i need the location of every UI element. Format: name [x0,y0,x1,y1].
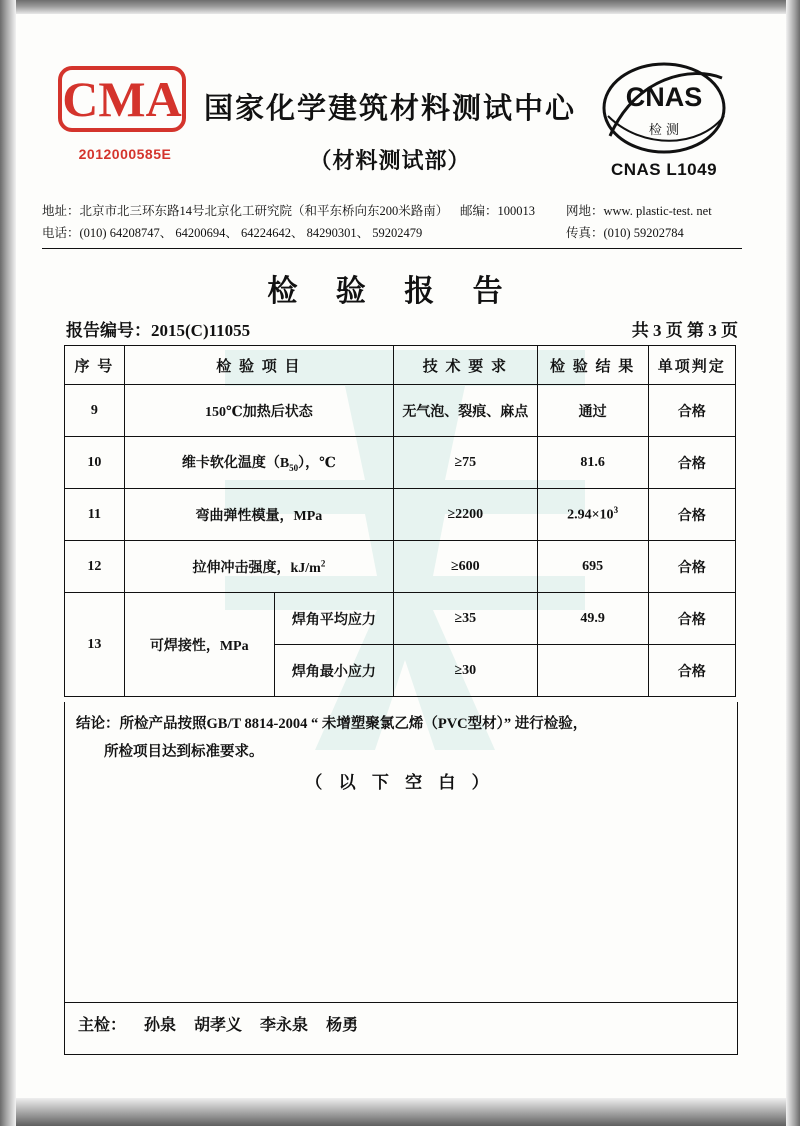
signer-name: 李永泉 [260,1017,309,1034]
row-requirement: ≥2200 [394,489,538,541]
row-judgement: 合格 [648,541,735,593]
row-sub-item: 焊角平均应力 [274,593,393,645]
row-judgement: 合格 [648,437,735,489]
organization-title: 国家化学建筑材料测试中心 [203,91,576,125]
table-header-row [65,346,736,385]
signer-name: 杨勇 [326,1017,359,1034]
table-row [65,437,736,489]
row-no: 12 [65,541,125,593]
row-item [124,437,393,489]
header-divider [42,248,742,249]
signature-label: 主检： [78,1017,127,1034]
row-item: 150℃加热后状态 [124,385,393,437]
row-result: 49.9 [537,593,648,645]
page-edge-right [786,0,800,1126]
column-header-result: 检 验 结 果 [537,346,648,385]
row-item-main: 维卡软化温度（B [181,456,290,472]
row-result [537,489,648,541]
row-requirement: ≥600 [394,541,538,593]
row-result: 81.6 [537,437,648,489]
conclusion-line-1: 结论：所检产品按照GB/T 8814-2004 “ 未增塑聚氯乙烯（PVC型材）” 进行检验， [76,716,588,732]
row-result: 通过 [537,385,648,437]
column-header-judgement: 单项判定 [648,346,735,385]
page-title: 检 验 报 告 [267,274,517,309]
row-judgement: 合格 [648,385,735,437]
cma-logo-icon [58,66,186,132]
row-requirement: 无气泡、裂痕、麻点 [394,385,538,437]
row-no: 9 [65,385,125,437]
contact-fax: 传真：(010) 59202784 [566,226,684,240]
svg-text:检 测: 检 测 [648,123,680,138]
contact-phone: 电话：(010) 64208747、 64200694、 64224642、 84290301、 59202479 [42,226,423,240]
row-requirement: ≥35 [394,593,538,645]
row-requirement: ≥75 [394,437,538,489]
page-edge-top [0,0,800,14]
contact-website: 网地：www. plastic-test. net [566,204,712,218]
row-requirement: ≥30 [394,645,538,697]
inspection-results-table [64,345,736,697]
table-row [65,541,736,593]
contact-postcode: 邮编：100013 [460,204,536,218]
conclusion-line-2: 所检项目达到标准要求。 [104,744,264,760]
row-judgement: 合格 [648,645,735,697]
row-sub-item: 焊角最小应力 [274,645,393,697]
cnas-logo-icon [596,58,732,158]
page-number: 共 3 页 第 3 页 [631,321,738,340]
row-no: 10 [65,437,125,489]
row-item-tail: ），℃ [298,456,336,472]
row-item-subscript: 50 [289,462,299,473]
row-judgement: 合格 [648,489,735,541]
row-item-main: 拉伸冲击强度，kJ/m [192,560,321,576]
table-row [65,489,736,541]
row-item-superscript: 2 [320,557,326,568]
svg-text:CNAS: CNAS [625,82,703,112]
cnas-accreditation-number: CNAS L1049 [610,160,718,179]
row-result-superscript: 3 [613,505,619,516]
svg-text:CMA: CMA [62,71,182,127]
organization-subtitle: （材料测试部） [309,148,471,174]
row-no: 11 [65,489,125,541]
signer-name: 孙泉 [144,1017,177,1034]
column-header-item: 检 验 项 目 [124,346,393,385]
contact-address: 地址：北京市北三环东路14号北京化工研究院（和平东桥向东200米路南） [42,204,449,218]
page-edge-bottom [0,1098,800,1126]
row-item: 弯曲弹性模量，MPa [124,489,393,541]
report-number: 报告编号：2015(C)11055 [66,321,251,340]
row-item: 可焊接性，MPa [124,593,274,697]
row-result [537,645,648,697]
row-item [124,541,393,593]
table-row [65,385,736,437]
row-result-main: 2.94×10 [567,507,614,523]
cma-certificate-number: 2012000585E [78,146,172,162]
row-result: 695 [537,541,648,593]
signer-name: 胡孝义 [194,1017,243,1034]
table-row [65,593,736,645]
row-no: 13 [65,593,125,697]
column-header-requirement: 技 术 要 求 [394,346,538,385]
signature-line [78,1012,358,1035]
blank-below-note: （ 以 下 空 白 ） [305,773,495,792]
row-judgement: 合格 [648,593,735,645]
page-edge-left [0,0,16,1126]
column-header-no: 序 号 [65,346,125,385]
